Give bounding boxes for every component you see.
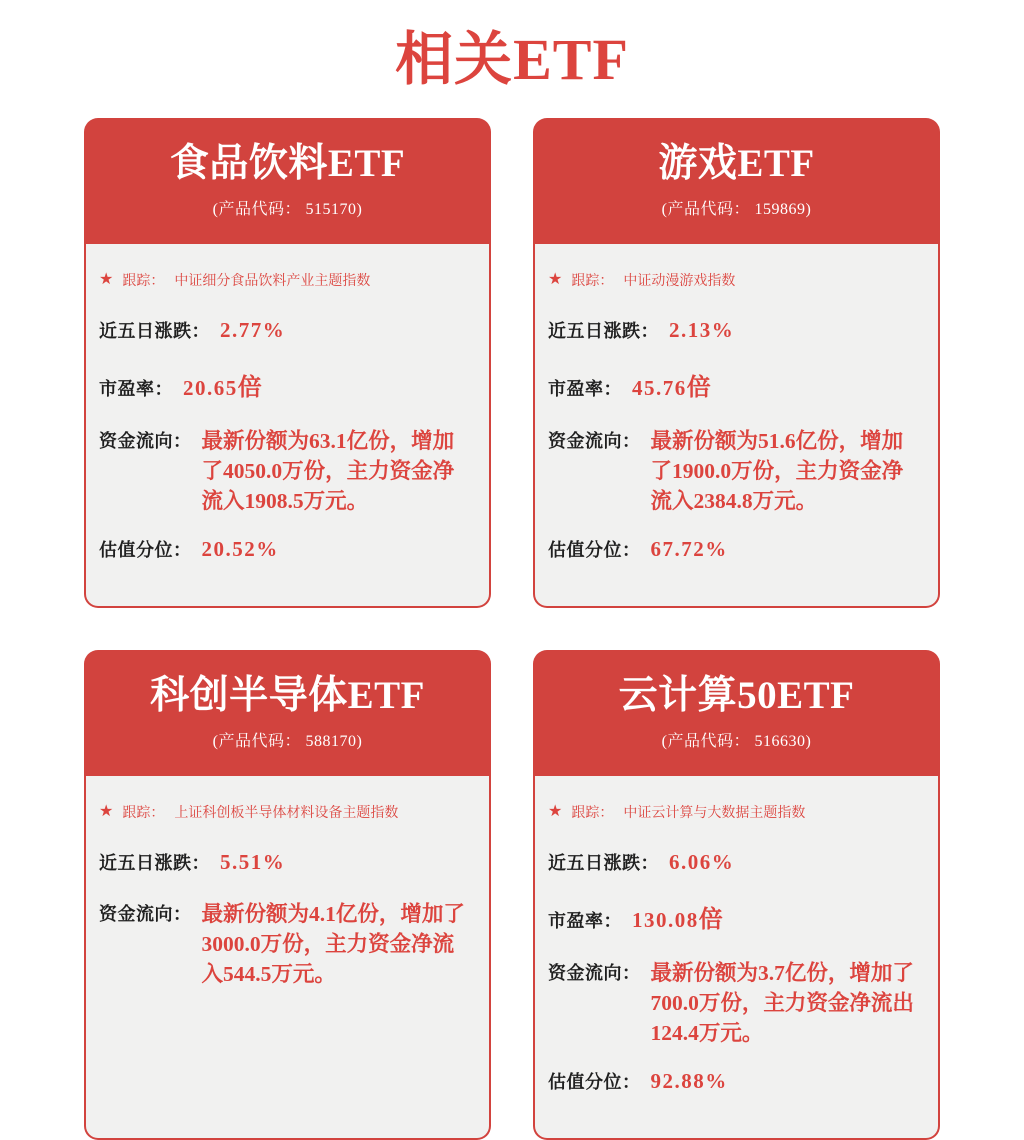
pe-ratio-row [99, 367, 474, 402]
valuation-label: 估值分位： [548, 1072, 641, 1092]
valuation-row [548, 536, 923, 562]
etf-product-code: (产品代码： 515170) [212, 200, 363, 218]
pe-ratio-label: 市盈率： [548, 911, 622, 931]
card-header [533, 650, 940, 776]
valuation-value: 92.88% [650, 1069, 728, 1093]
card-body [533, 776, 940, 1140]
tracking-label: 跟踪： [122, 272, 165, 288]
pe-ratio-unit: 倍 [686, 374, 711, 401]
fund-flow-row [99, 899, 474, 989]
card-header [84, 650, 491, 776]
change-5d-label: 近五日涨跌： [548, 321, 659, 341]
tracking-row [99, 802, 474, 822]
etf-name: 云计算50ETF [618, 673, 855, 717]
valuation-value: 20.52% [201, 537, 279, 561]
fund-flow-text: 最新份额为51.6亿份，增加了1900.0万份，主力资金净流入2384.8万元。 [650, 429, 904, 513]
valuation-row [99, 536, 474, 562]
valuation-row [548, 1068, 923, 1094]
fund-flow-text: 最新份额为63.1亿份，增加了4050.0万份，主力资金净流入1908.5万元。 [201, 429, 455, 513]
star-icon: ★ [548, 803, 563, 820]
pe-ratio-row [548, 899, 923, 934]
fund-flow-row [99, 426, 474, 516]
pe-ratio-value: 130.08 [632, 908, 699, 932]
etf-card-food-beverage [84, 118, 491, 608]
fund-flow-label: 资金流向： [548, 431, 641, 451]
pe-ratio-label: 市盈率： [99, 379, 173, 399]
change-5d-label: 近五日涨跌： [99, 853, 210, 873]
valuation-label: 估值分位： [99, 540, 192, 560]
change-5d-label: 近五日涨跌： [99, 321, 210, 341]
tracking-label: 跟踪： [571, 804, 614, 820]
tracking-index: 中证云计算与大数据主题指数 [623, 804, 806, 820]
fund-flow-row [548, 426, 923, 516]
etf-card-gaming [533, 118, 940, 608]
fund-flow-label: 资金流向： [99, 904, 192, 924]
tracking-label: 跟踪： [122, 804, 165, 820]
star-icon: ★ [548, 271, 563, 288]
change-5d-row [548, 317, 923, 343]
change-5d-value: 6.06% [669, 850, 735, 874]
change-5d-row [99, 849, 474, 875]
pe-ratio-value: 45.76 [632, 376, 687, 400]
fund-flow-text: 最新份额为3.7亿份，增加了700.0万份，主力资金净流出124.4万元。 [650, 961, 914, 1045]
etf-name: 游戏ETF [658, 141, 815, 185]
fund-flow-label: 资金流向： [548, 963, 641, 983]
tracking-index: 中证细分食品饮料产业主题指数 [174, 272, 371, 288]
etf-name: 科创半导体ETF [150, 673, 425, 717]
card-body [533, 244, 940, 608]
pe-ratio-value: 20.65 [183, 376, 238, 400]
tracking-row [99, 270, 474, 290]
etf-card-sci-tech-semiconductor [84, 650, 491, 1140]
pe-ratio-unit: 倍 [237, 374, 262, 401]
valuation-label: 估值分位： [548, 540, 641, 560]
tracking-index: 上证科创板半导体材料设备主题指数 [174, 804, 399, 820]
etf-product-code: (产品代码： 159869) [661, 200, 812, 218]
change-5d-value: 2.77% [220, 318, 286, 342]
etf-product-code: (产品代码： 516630) [661, 732, 812, 750]
star-icon: ★ [99, 271, 114, 288]
pe-ratio-label: 市盈率： [548, 379, 622, 399]
change-5d-label: 近五日涨跌： [548, 853, 659, 873]
star-icon: ★ [99, 803, 114, 820]
page-title: 相关ETF [395, 27, 629, 92]
card-body [84, 776, 491, 1140]
pe-ratio-unit: 倍 [698, 906, 723, 933]
etf-cards-grid [0, 116, 1024, 1140]
fund-flow-text: 最新份额为4.1亿份，增加了3000.0万份，主力资金净流入544.5万元。 [201, 902, 465, 986]
tracking-row [548, 802, 923, 822]
tracking-index: 中证动漫游戏指数 [623, 272, 736, 288]
pe-ratio-row [548, 367, 923, 402]
etf-card-cloud-computing-50 [533, 650, 940, 1140]
card-header [84, 118, 491, 244]
tracking-row [548, 270, 923, 290]
tracking-label: 跟踪： [571, 272, 614, 288]
card-header [533, 118, 940, 244]
valuation-value: 67.72% [650, 537, 728, 561]
fund-flow-row [548, 958, 923, 1048]
change-5d-row [99, 317, 474, 343]
change-5d-row [548, 849, 923, 875]
change-5d-value: 5.51% [220, 850, 286, 874]
etf-name: 食品饮料ETF [169, 141, 406, 185]
card-body [84, 244, 491, 608]
change-5d-value: 2.13% [669, 318, 735, 342]
fund-flow-label: 资金流向： [99, 431, 192, 451]
etf-product-code: (产品代码： 588170) [212, 732, 363, 750]
